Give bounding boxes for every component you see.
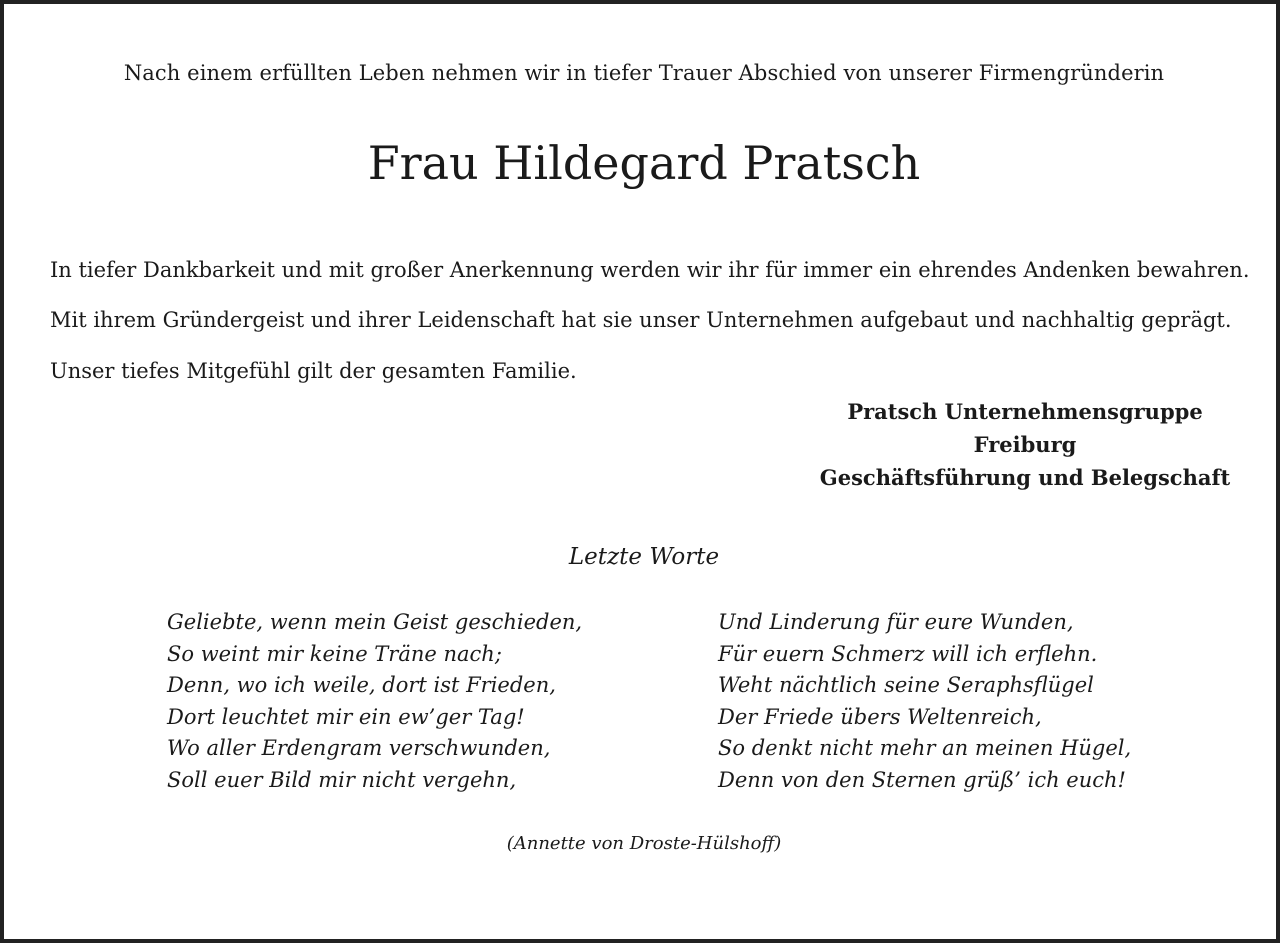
poem-line: Denn von den Sternen grüß’ ich euch! (718, 767, 1126, 792)
intro-line: Nach einem erfüllten Leben nehmen wir in tiefer Trauer Abschied von unserer Firmengründerin (123, 61, 1165, 85)
signature-block (814, 395, 1236, 494)
poem-left-column (167, 607, 582, 797)
paragraph-sympathy: Unser tiefes Mitgefühl gilt der gesamten Familie. (50, 359, 577, 383)
poem-line: Soll euer Bild mir nicht vergehn, (167, 767, 517, 792)
signature-staff: Geschäftsführung und Belegschaft (819, 465, 1231, 490)
paragraph-gratitude: In tiefer Dankbarkeit und mit großer Anerkennung werden wir ihr für immer ein ehrendes Andenken bewahren. (50, 258, 1250, 282)
poem-line: Der Friede übers Weltenreich, (718, 704, 1042, 729)
poem-line: Geliebte, wenn mein Geist geschieden, (167, 610, 583, 634)
poem-line: Denn, wo ich weile, dort ist Frieden, (167, 673, 556, 698)
poem-line: Für euern Schmerz will ich erflehn. (718, 641, 1098, 666)
poem-author: (Annette von Droste-Hülshoff) (506, 833, 782, 854)
poem-line: Dort leuchtet mir ein ew’ger Tag! (167, 704, 525, 729)
poem-line: So denkt nicht mehr an meinen Hügel, (718, 736, 1132, 761)
poem-line: Und Linderung für eure Wunden, (718, 610, 1074, 634)
poem-title: Letzte Worte (568, 544, 720, 570)
poem-line: Wo aller Erdengram verschwunden, (167, 736, 551, 761)
paragraph-founder: Mit ihrem Gründergeist und ihrer Leidenschaft hat sie unser Unternehmen aufgebaut und nachhaltig geprägt. (50, 308, 1232, 332)
deceased-name: Frau Hildegard Pratsch (367, 136, 921, 190)
signature-company: Pratsch Unternehmensgruppe (847, 399, 1203, 424)
poem-right-column (718, 607, 1131, 797)
signature-city: Freiburg (973, 432, 1077, 457)
poem-line: Weht nächtlich seine Seraphsflügel (718, 673, 1094, 698)
poem-line: So weint mir keine Träne nach; (167, 641, 502, 666)
